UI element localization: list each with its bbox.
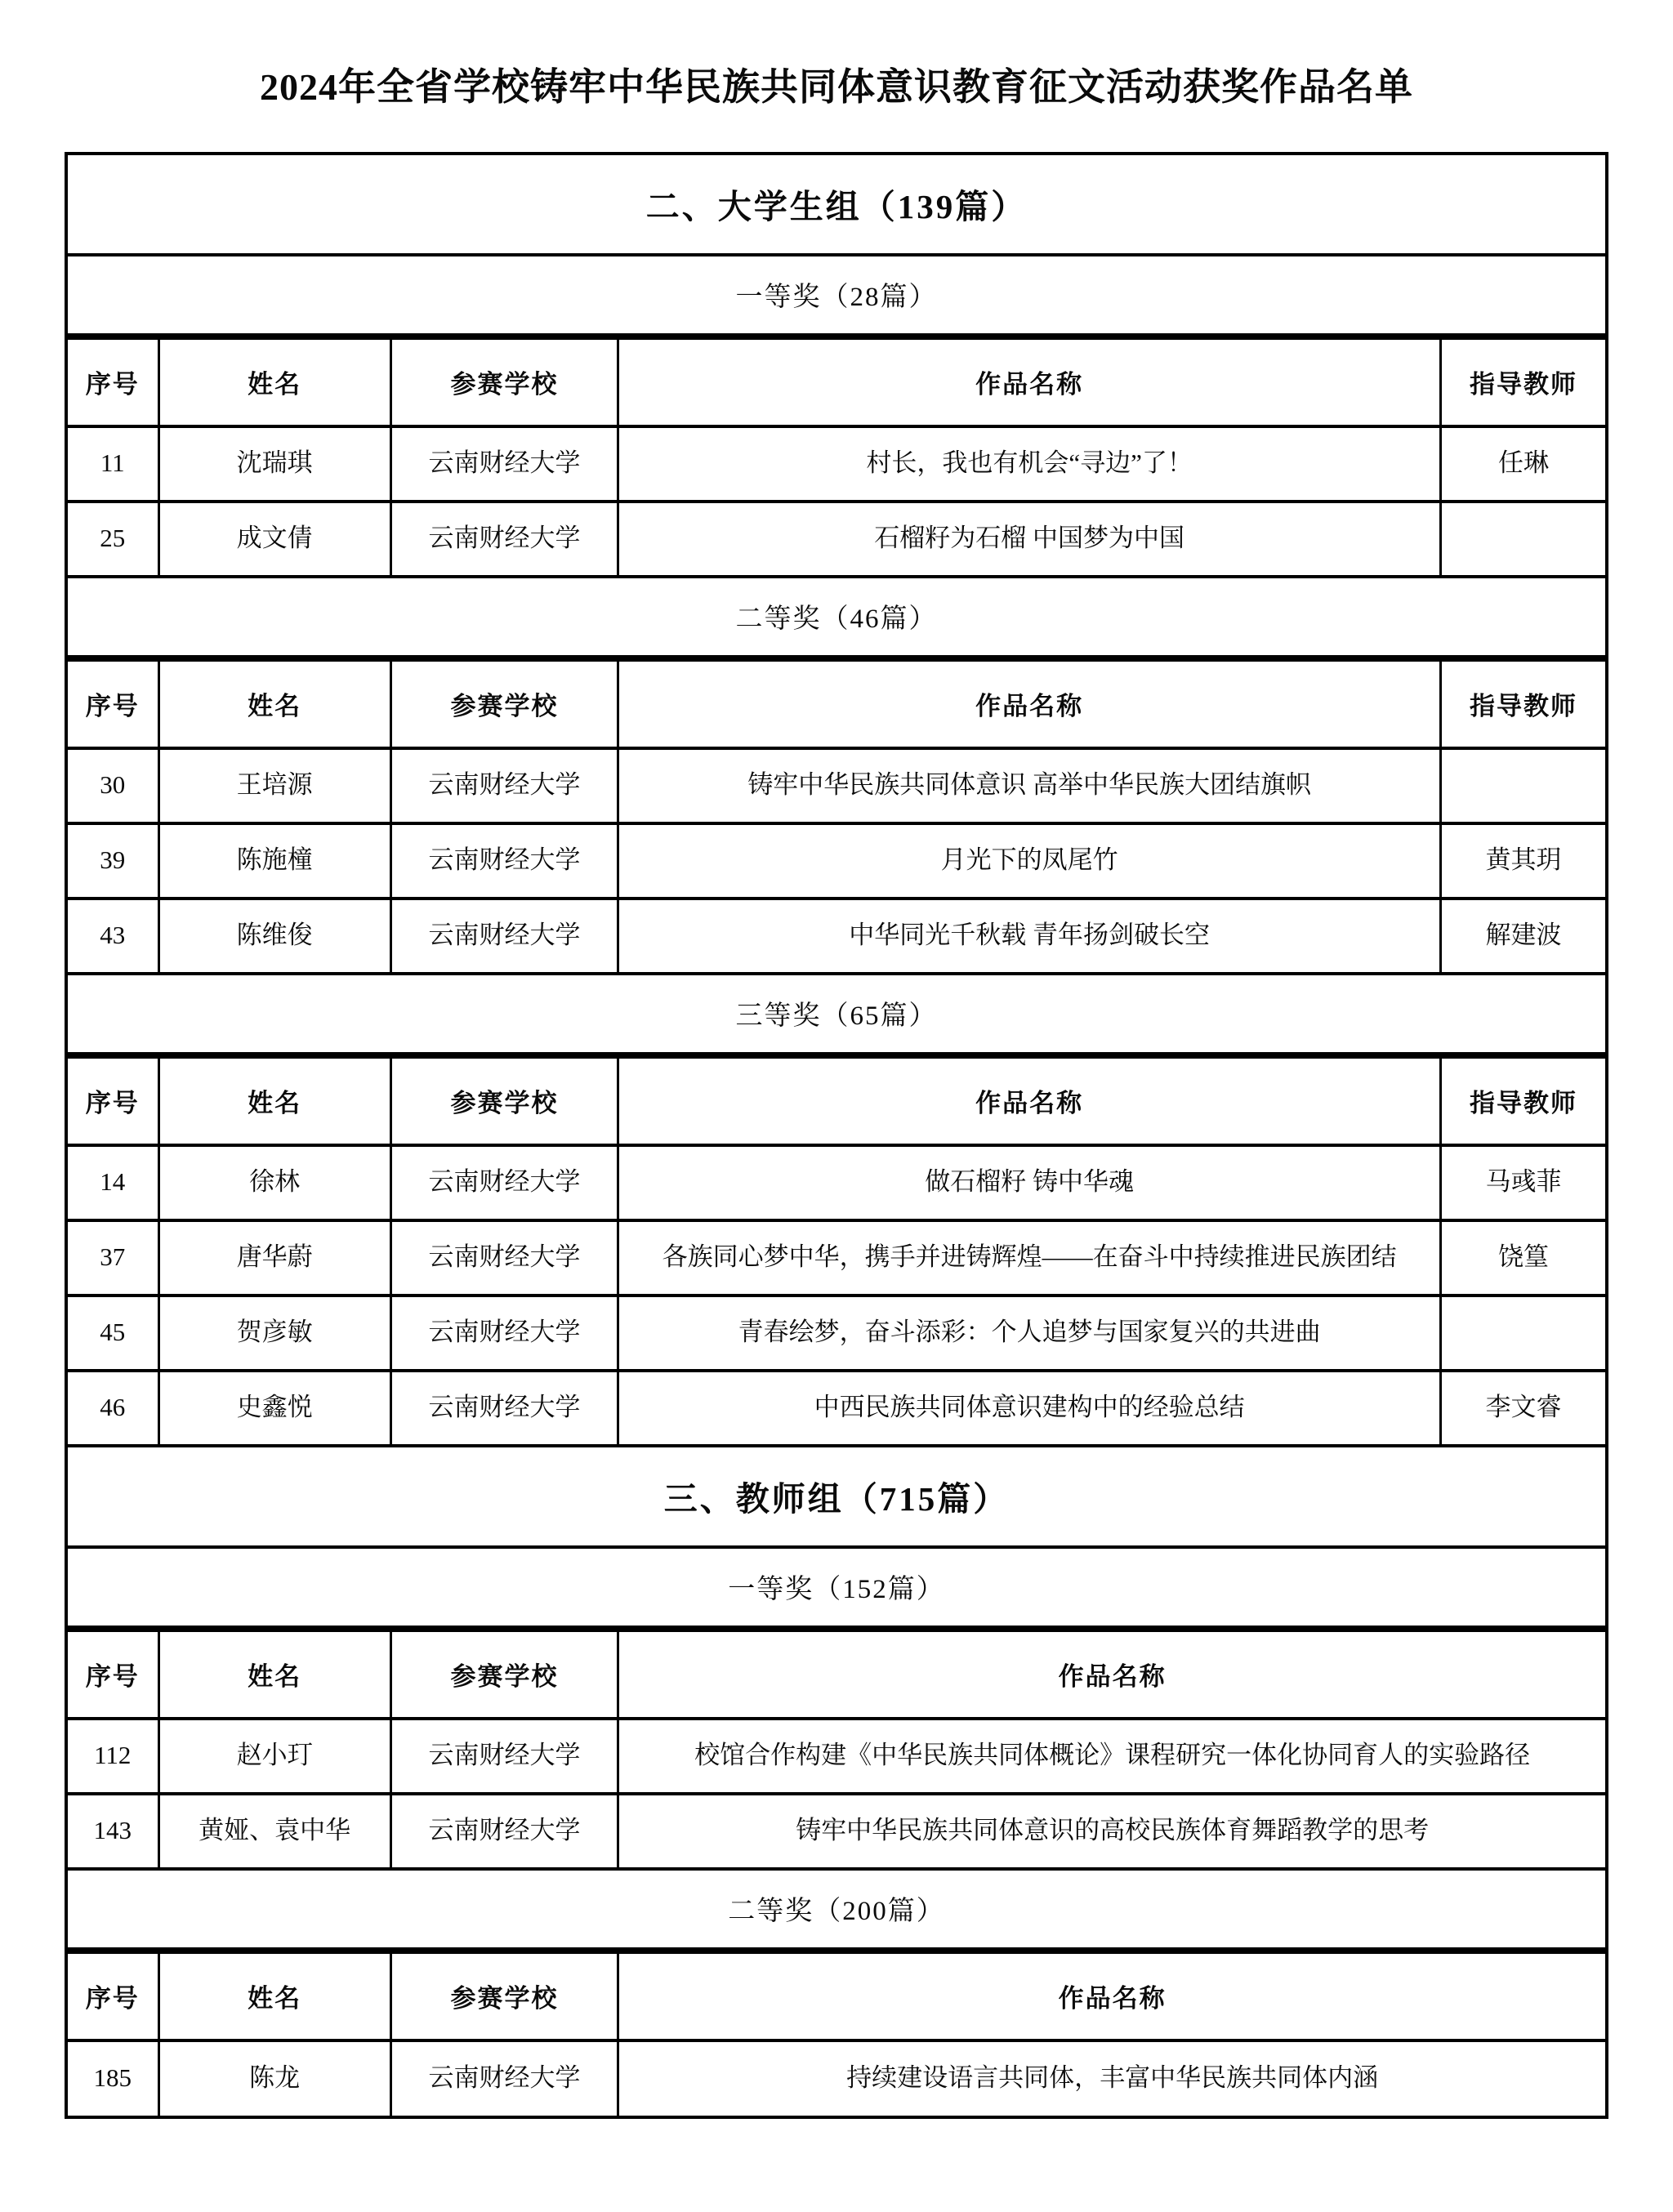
cell-teacher (1441, 1296, 1605, 1371)
column-header-seq: 序号 (68, 1057, 158, 1145)
table-row (68, 2040, 1605, 2116)
column-header-work: 作品名称 (618, 1630, 1605, 1719)
column-header-name: 姓名 (158, 1630, 390, 1719)
cell-school: 云南财经大学 (390, 1220, 618, 1296)
table-row (68, 426, 1605, 502)
award-tier-title: 二等奖（200篇） (68, 1871, 1605, 1951)
cell-name: 黄娅、袁中华 (158, 1794, 390, 1869)
cell-work-title: 石榴籽为石榴 中国梦为中国 (618, 502, 1441, 577)
award-group-table (68, 1629, 1605, 1871)
header-row (68, 1952, 1605, 2040)
cell-name: 贺彦敏 (158, 1296, 390, 1371)
award-tier-title: 一等奖（28篇） (68, 256, 1605, 337)
column-header-teacher: 指导教师 (1441, 338, 1605, 426)
cell-work-title: 中西民族共同体意识建构中的经验总结 (618, 1371, 1441, 1446)
cell-school: 云南财经大学 (390, 1719, 618, 1794)
column-header-name: 姓名 (158, 1952, 390, 2040)
cell-teacher: 饶篁 (1441, 1220, 1605, 1296)
cell-work-title: 铸牢中华民族共同体意识 高举中华民族大团结旗帜 (618, 748, 1441, 823)
cell-work-title: 各族同心梦中华，携手并进铸辉煌——在奋斗中持续推进民族团结 (618, 1220, 1441, 1296)
cell-work-title: 村长，我也有机会“寻边”了！ (618, 426, 1441, 502)
award-tier-title: 二等奖（46篇） (68, 578, 1605, 658)
table-row (68, 748, 1605, 823)
table-row (68, 1719, 1605, 1794)
column-header-work: 作品名称 (618, 338, 1441, 426)
cell-name: 赵小玎 (158, 1719, 390, 1794)
header-row (68, 660, 1605, 748)
cell-seq: 14 (68, 1145, 158, 1220)
table-row (68, 899, 1605, 974)
cell-name: 沈瑞琪 (158, 426, 390, 502)
award-tier-title: 一等奖（152篇） (68, 1549, 1605, 1629)
cell-seq: 143 (68, 1794, 158, 1869)
cell-teacher (1441, 748, 1605, 823)
cell-teacher: 李文睿 (1441, 1371, 1605, 1446)
column-header-school: 参赛学校 (390, 1630, 618, 1719)
table-row (68, 1371, 1605, 1446)
column-header-seq: 序号 (68, 1630, 158, 1719)
cell-name: 陈施橦 (158, 823, 390, 899)
column-header-name: 姓名 (158, 1057, 390, 1145)
cell-work-title: 做石榴籽 铸中华魂 (618, 1145, 1441, 1220)
column-header-work: 作品名称 (618, 660, 1441, 748)
cell-school: 云南财经大学 (390, 426, 618, 502)
cell-school: 云南财经大学 (390, 748, 618, 823)
cell-school: 云南财经大学 (390, 823, 618, 899)
header-row (68, 338, 1605, 426)
cell-name: 徐林 (158, 1145, 390, 1220)
column-header-school: 参赛学校 (390, 1057, 618, 1145)
cell-school: 云南财经大学 (390, 502, 618, 577)
cell-seq: 46 (68, 1371, 158, 1446)
cell-seq: 112 (68, 1719, 158, 1794)
cell-seq: 39 (68, 823, 158, 899)
cell-seq: 25 (68, 502, 158, 577)
cell-seq: 45 (68, 1296, 158, 1371)
table-row (68, 823, 1605, 899)
cell-work-title: 中华同光千秋载 青年扬剑破长空 (618, 899, 1441, 974)
cell-teacher: 黄其玥 (1441, 823, 1605, 899)
page-title: 2024年全省学校铸牢中华民族共同体意识教育征文活动获奖作品名单 (260, 66, 1413, 108)
cell-teacher: 马彧菲 (1441, 1145, 1605, 1220)
cell-work-title: 青春绘梦，奋斗添彩：个人追梦与国家复兴的共进曲 (618, 1296, 1441, 1371)
header-row (68, 1630, 1605, 1719)
cell-seq: 43 (68, 899, 158, 974)
awards-table (65, 152, 1608, 2119)
cell-school: 云南财经大学 (390, 899, 618, 974)
cell-name: 陈龙 (158, 2040, 390, 2116)
award-group-table (68, 337, 1605, 578)
cell-name: 史鑫悦 (158, 1371, 390, 1446)
cell-work-title: 铸牢中华民族共同体意识的高校民族体育舞蹈教学的思考 (618, 1794, 1605, 1869)
cell-work-title: 月光下的凤尾竹 (618, 823, 1441, 899)
award-group-table (68, 1951, 1605, 2116)
column-header-work: 作品名称 (618, 1952, 1605, 2040)
cell-name: 唐华蔚 (158, 1220, 390, 1296)
column-header-school: 参赛学校 (390, 338, 618, 426)
cell-teacher: 解建波 (1441, 899, 1605, 974)
table-row (68, 502, 1605, 577)
column-header-seq: 序号 (68, 1952, 158, 2040)
column-header-teacher: 指导教师 (1441, 1057, 1605, 1145)
section-title: 三、教师组（715篇） (68, 1447, 1605, 1549)
cell-work-title: 持续建设语言共同体，丰富中华民族共同体内涵 (618, 2040, 1605, 2116)
award-group-table (68, 658, 1605, 975)
column-header-teacher: 指导教师 (1441, 660, 1605, 748)
cell-seq: 11 (68, 426, 158, 502)
cell-school: 云南财经大学 (390, 2040, 618, 2116)
cell-teacher: 任琳 (1441, 426, 1605, 502)
cell-name: 成文倩 (158, 502, 390, 577)
column-header-school: 参赛学校 (390, 660, 618, 748)
award-tier-title: 三等奖（65篇） (68, 975, 1605, 1055)
cell-seq: 37 (68, 1220, 158, 1296)
cell-school: 云南财经大学 (390, 1371, 618, 1446)
cell-name: 陈维俊 (158, 899, 390, 974)
column-header-name: 姓名 (158, 338, 390, 426)
table-row (68, 1220, 1605, 1296)
cell-teacher (1441, 502, 1605, 577)
cell-name: 王培源 (158, 748, 390, 823)
column-header-name: 姓名 (158, 660, 390, 748)
award-group-table (68, 1055, 1605, 1447)
column-header-seq: 序号 (68, 660, 158, 748)
cell-work-title: 校馆合作构建《中华民族共同体概论》课程研究一体化协同育人的实验路径 (618, 1719, 1605, 1794)
table-row (68, 1794, 1605, 1869)
table-row (68, 1145, 1605, 1220)
cell-seq: 30 (68, 748, 158, 823)
column-header-seq: 序号 (68, 338, 158, 426)
section-title: 二、大学生组（139篇） (68, 155, 1605, 256)
cell-seq: 185 (68, 2040, 158, 2116)
column-header-work: 作品名称 (618, 1057, 1441, 1145)
table-row (68, 1296, 1605, 1371)
header-row (68, 1057, 1605, 1145)
cell-school: 云南财经大学 (390, 1794, 618, 1869)
cell-school: 云南财经大学 (390, 1296, 618, 1371)
column-header-school: 参赛学校 (390, 1952, 618, 2040)
cell-school: 云南财经大学 (390, 1145, 618, 1220)
